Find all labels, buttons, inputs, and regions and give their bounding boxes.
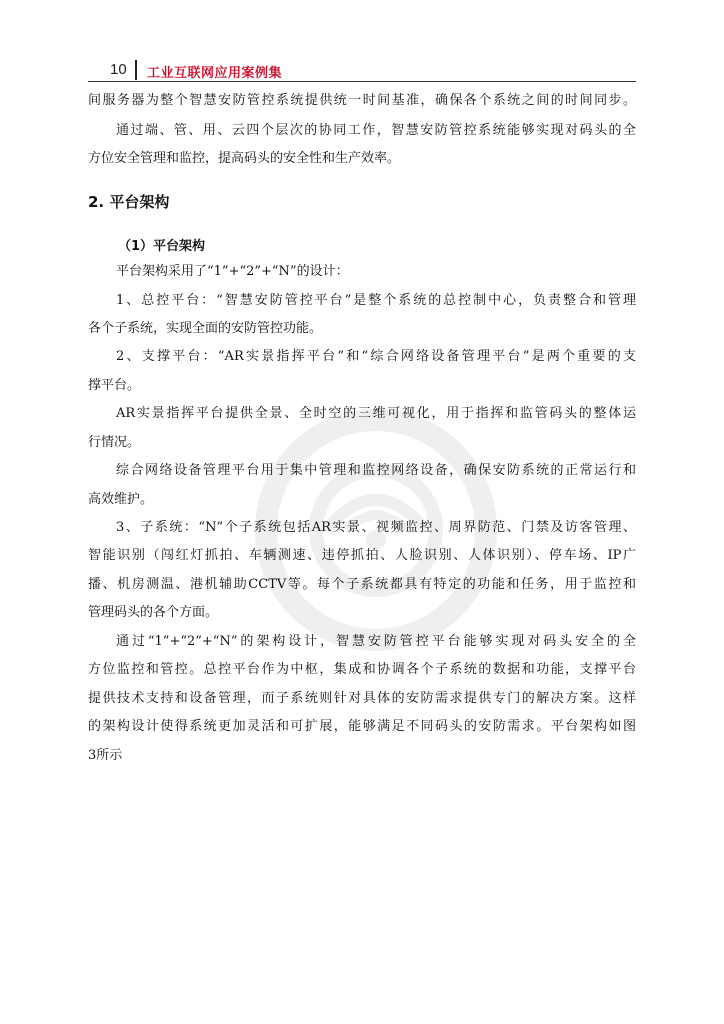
section-heading: 2. 平台架构 [88, 193, 170, 211]
paragraph-line: 行情况。 [88, 435, 141, 450]
paragraph-line: 3、子系统：“N”个子系统包括AR实景、视频监控、周界防范、门禁及访客管理、 [116, 520, 636, 535]
paragraph-line: 各个子系统，实现全面的安防管控功能。 [88, 321, 323, 336]
header-rule [88, 81, 636, 82]
paragraph-line: 的架构设计使得系统更加灵活和可扩展，能够满足不同码头的安防需求。平台架构如图 [88, 719, 636, 734]
paragraph-line: 2、支撑平台：“AR实景指挥平台”和“综合网络设备管理平台”是两个重要的支 [116, 349, 636, 364]
paragraph-line: 平台架构采用了“1”+“2”+“N”的设计： [116, 264, 349, 279]
paragraph-line: 提供技术支持和设备管理，而子系统则针对具体的安防需求提供专门的解决方案。这样 [88, 691, 636, 706]
paragraph-line: 智能识别（闯红灯抓拍、车辆测速、违停抓拍、人脸识别、人体识别）、停车场、IP广 [88, 548, 636, 563]
header-divider [135, 60, 137, 80]
paragraph-line: 综合网络设备管理平台用于集中管理和监控网络设备，确保安防系统的正常运行和 [116, 463, 636, 478]
paragraph-line: 撑平台。 [88, 378, 141, 393]
paragraph-line: 3所示 [88, 748, 123, 763]
sub-heading: （1）平台架构 [118, 239, 206, 254]
paragraph-line: 方位安全管理和监控，提高码头的安全性和生产效率。 [88, 151, 401, 166]
book-title: 工业互联网应用案例集 [147, 66, 283, 81]
paragraph-line: 通过端、管、用、云四个层次的协同工作，智慧安防管控系统能够实现对码头的全 [116, 123, 636, 138]
paragraph-line: 方位监控和管控。总控平台作为中枢，集成和协调各个子系统的数据和功能，支撑平台 [88, 662, 636, 677]
page-number: 10 [110, 61, 127, 78]
paragraph-line: 通过“1”+“2”+“N”的架构设计，智慧安防管控平台能够实现对码头安全的全 [116, 634, 636, 649]
paragraph-line: AR实景指挥平台提供全景、全时空的三维可视化，用于指挥和监管码头的整体运 [116, 406, 636, 421]
paragraph-line: 管理码头的各个方面。 [88, 605, 219, 620]
page-header [88, 60, 636, 82]
paragraph-line: 间服务器为整个智慧安防管控系统提供统一时间基准，确保各个系统之间的时间同步。 [88, 93, 636, 108]
paragraph-line: 播、机房测温、港机辅助CCTV等。每个子系统都具有特定的功能和任务，用于监控和 [88, 577, 636, 592]
paragraph-line: 高效维护。 [88, 492, 154, 507]
paragraph-line: 1、总控平台：“智慧安防管控平台”是整个系统的总控制中心，负责整合和管理 [116, 293, 636, 308]
